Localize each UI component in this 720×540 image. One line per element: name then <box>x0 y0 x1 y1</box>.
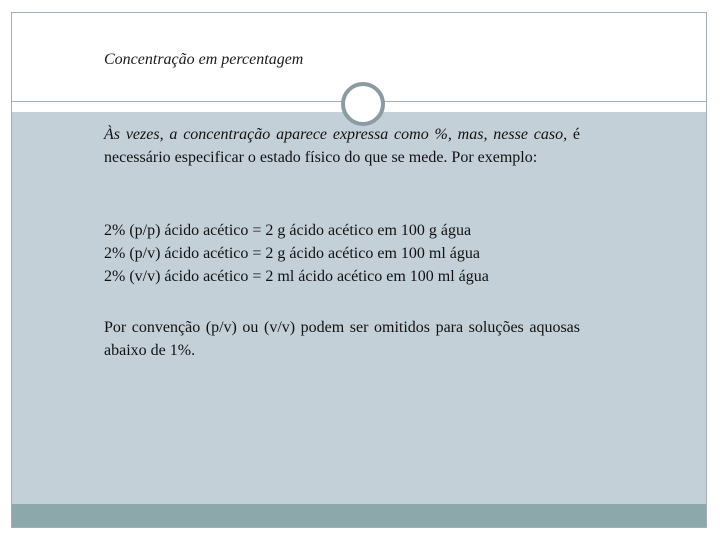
example-line: 2% (p/v) ácido acético = 2 g ácido acético em 100 ml água <box>104 245 480 262</box>
convention-paragraph: Por convenção (p/v) ou (v/v) podem ser omitidos para soluções aquosas abaixo de 1%. <box>104 319 580 359</box>
intro-regular-text: é necessário especificar o estado físico do que se mede. Por exemplo: <box>104 126 580 166</box>
bottom-bar <box>12 504 706 527</box>
intro-paragraph <box>104 123 580 169</box>
examples-list <box>104 219 580 288</box>
content-area <box>12 112 706 504</box>
slide <box>11 12 707 528</box>
circle-ornament-icon <box>341 82 385 126</box>
example-line: 2% (v/v) ácido acético = 2 ml ácido acético em 100 ml água <box>104 268 489 285</box>
slide-title: Concentração em percentagem <box>104 51 304 68</box>
intro-italic-text: Às vezes, a concentração aparece expressa como %, mas, nesse caso, <box>104 126 568 143</box>
example-line: 2% (p/p) ácido acético = 2 g ácido acético em 100 g água <box>104 222 472 239</box>
